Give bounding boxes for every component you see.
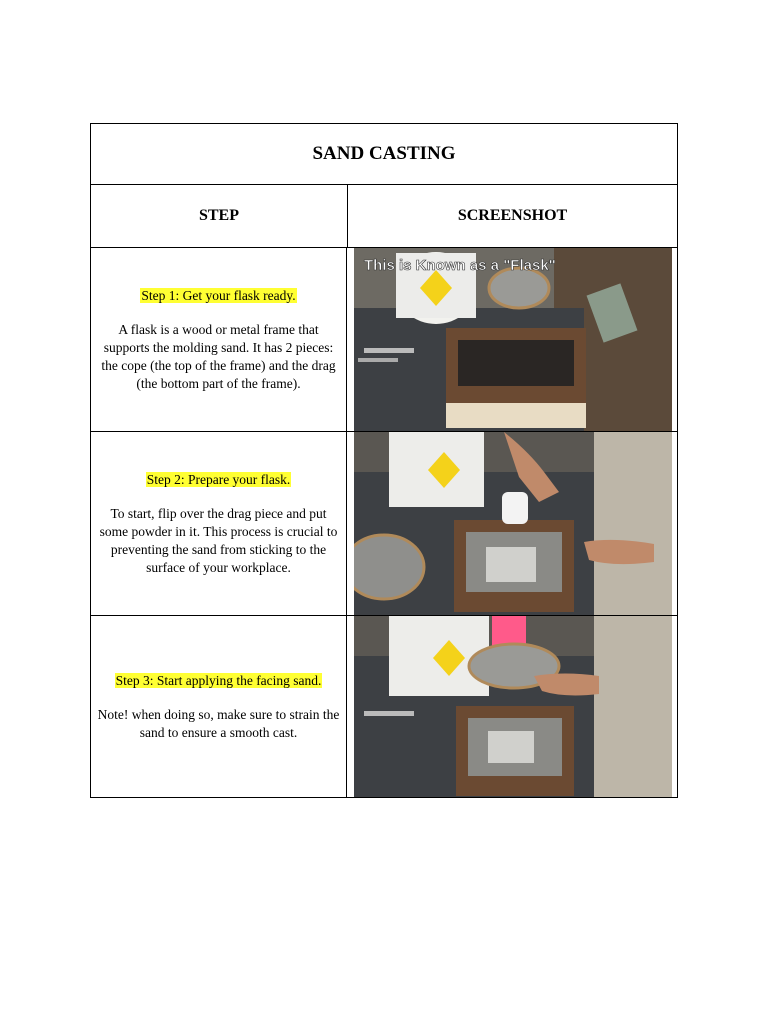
sand-casting-table xyxy=(90,123,678,798)
step-1-screenshot xyxy=(354,248,672,431)
step-3-description: Note! when doing so, make sure to strain the sand to ensure a smooth cast. xyxy=(97,706,340,740)
step-row-1 xyxy=(91,248,677,432)
step-3-text-cell xyxy=(91,616,347,797)
step-1-description: A flask is a wood or metal frame that supports the molding sand. It has 2 pieces: the cope (the top of the frame) and the drag (the bottom part of the frame). xyxy=(101,321,336,391)
header-row xyxy=(91,185,677,248)
step-3-screenshot xyxy=(354,616,672,797)
step-2-title: Step 2: Prepare your flask. xyxy=(146,471,291,487)
step-1-screenshot-caption: This is Known as a "Flask" xyxy=(364,257,556,274)
step-2-description: To start, flip over the drag piece and put some powder in it. This process is crucial to preventing the sand from sticking to the surface of your workplace. xyxy=(99,505,338,575)
step-column-header: STEP xyxy=(91,185,348,247)
screenshot-column-header: SCREENSHOT xyxy=(457,207,568,224)
step-2-text-cell xyxy=(91,432,347,615)
step-1-text-cell xyxy=(91,248,347,431)
step-3-title: Step 3: Start applying the facing sand. xyxy=(115,672,322,688)
step-2-screenshot xyxy=(354,432,672,615)
step-1-title: Step 1: Get your flask ready. xyxy=(141,287,296,303)
step-row-3 xyxy=(91,616,677,797)
step-row-2 xyxy=(91,432,677,616)
table-title: SAND CASTING xyxy=(91,124,677,185)
